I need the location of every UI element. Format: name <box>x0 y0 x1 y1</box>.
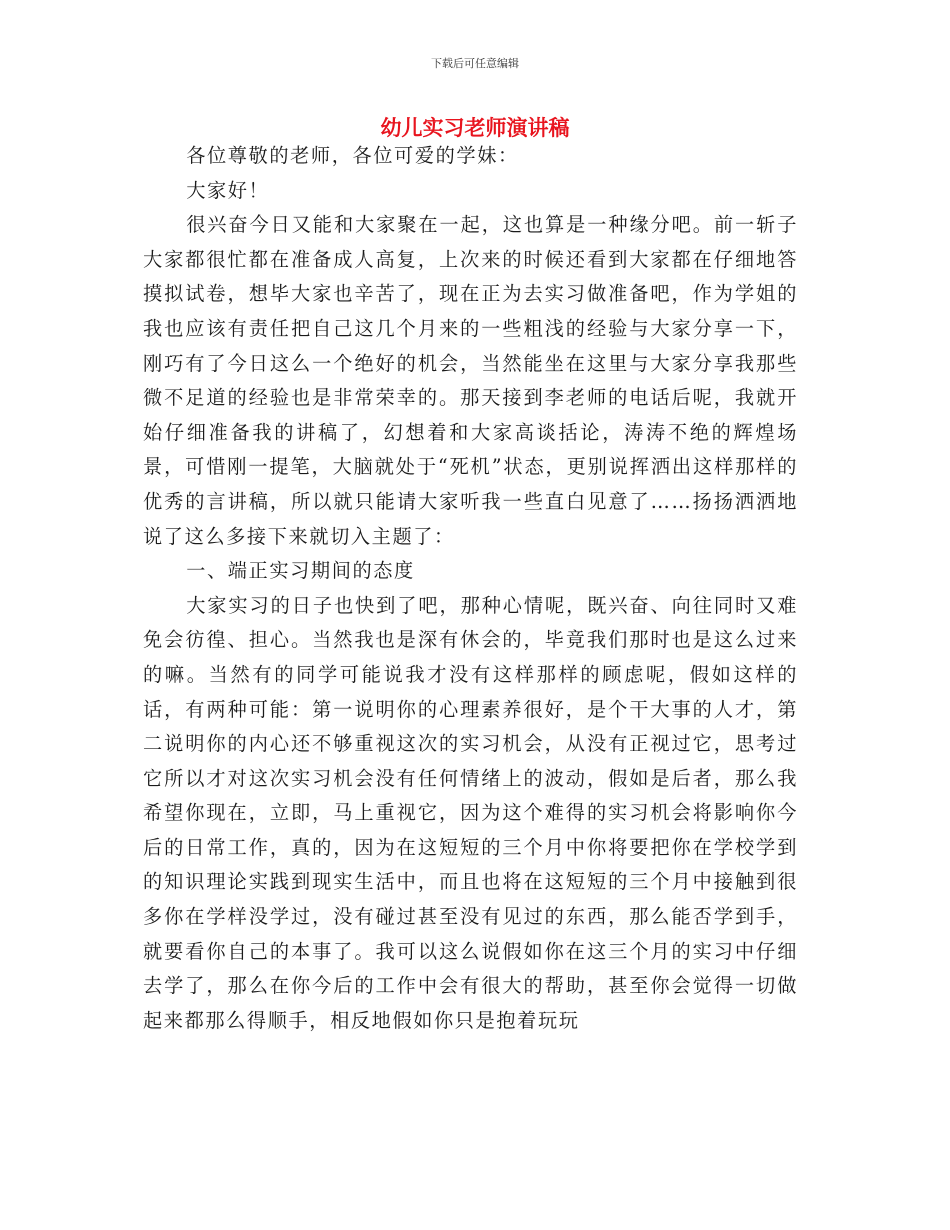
salutation-paragraph: 各位尊敬的老师，各位可爱的学妹： <box>186 144 519 167</box>
document-title: 幼儿实习老师演讲稿 <box>380 116 570 140</box>
greeting-paragraph: 大家好！ <box>186 178 270 202</box>
document-body <box>143 139 798 1038</box>
running-header: 下载后可任意编辑 <box>431 57 519 70</box>
section-heading: 一、端正实习期间的态度 <box>186 559 415 583</box>
intro-paragraph: 很兴奋今日又能和大家聚在一起，这也算是一种缘分吧。前一斩子大家都很忙都在准备成人高复，上次来的时候还看到大家都在仔细地答摸拟试卷，想毕大家也辛苦了，现在正为去实习做准备吧，作为学姐的我也应该有责任把自己这几个月来的一些粗浅的经验与大家分享一下，刚巧有了今日这么一个绝好的机会，当然能坐在这里与大家分享我那些微不足道的经验也是非常荣幸的。那天接到李老师的电话后呢，我就开始仔细准备我的讲稿了，幻想着和大家高谈括论，涛涛不绝的辉煌场景，可惜刚一提笔，大脑就处于“死机”状态，更别说挥洒出这样那样的优秀的言讲稿，所以就只能请大家听我一些直白见意了……扬扬洒洒地说了这么多接下来就切入主题了： <box>143 213 798 548</box>
section-paragraph: 大家实习的日子也快到了吧，那种心情呢，既兴奋、向往同时又难免会彷徨、担心。当然我也是深有休会的，毕竟我们那时也是这么过来的嘛。当然有的同学可能说我才没有这样那样的顾虑呢，假如这样的话，有两种可能：第一说明你的心理素养很好，是个干大事的人才，第二说明你的内心还不够重视这次的实习机会，从没有正视过它，思考过它所以才对这次实习机会没有任何情绪上的波动，假如是后者，那么我希望你现在，立即，马上重视它，因为这个难得的实习机会将影响你今后的日常工作，真的，因为在这短短的三个月中你将要把你在学校学到的知识理论实践到现实生活中，而且也将在这短短的三个月中接触到很多你在学样没学过，没有碰过甚至没有见过的东西，那么能否学到手，就要看你自己的本事了。我可以这么说假如你在这三个月的实习中仔细去学了，那么在你今后的工作中会有很大的帮助，甚至你会觉得一切做起来都那么得顺手，相反地假如你只是抱着玩玩 <box>143 593 798 1032</box>
